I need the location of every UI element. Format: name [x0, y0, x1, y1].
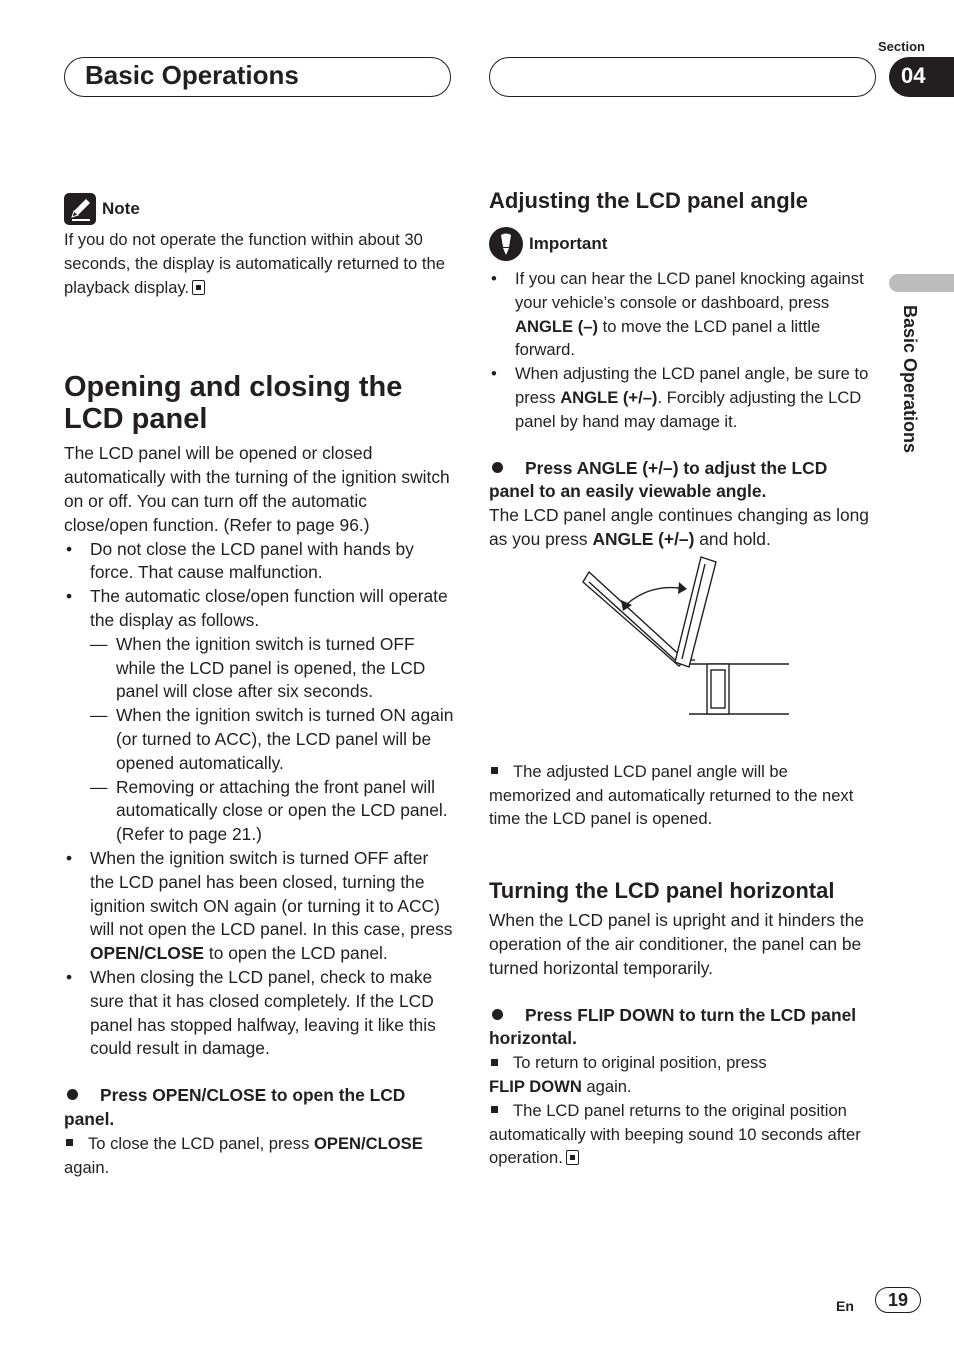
left-column — [64, 193, 454, 1179]
language-label: En — [836, 1298, 854, 1314]
list-item: • If you can hear the LCD panel knocking against your vehicle’s console or dashboard, press ANGLE (–) to move the LCD panel a little forward. — [489, 267, 874, 362]
dash-list — [90, 633, 454, 847]
page-number: 19 — [875, 1287, 921, 1313]
bullet-list — [64, 538, 454, 1062]
list-item: • When closing the LCD panel, check to make sure that it has closed completely. If the LCD panel has stopped halfway, leaving it like this could result in damage. — [64, 966, 454, 1061]
list-item: — When the ignition switch is turned OFF while the LCD panel is opened, the LCD panel will close after six seconds. — [90, 633, 454, 704]
section-label: Section — [878, 39, 925, 54]
important-list — [489, 267, 874, 434]
note-header — [64, 193, 454, 225]
header-blank-frame — [489, 57, 876, 97]
important-header — [489, 227, 874, 261]
step-open-close: Press OPEN/CLOSE to open the LCD panel. — [64, 1085, 406, 1129]
list-item: • When the ignition switch is turned OFF after the LCD panel has been closed, turning the ignition switch ON again (or turning it to ACC) will not open the LCD panel. In this case, press OPEN/CLOSE to open the LCD panel. — [64, 847, 454, 966]
section-heading-opening-closing: Opening and closing the LCD panel — [64, 371, 403, 436]
heading-adjusting-angle: Adjusting the LCD panel angle — [489, 188, 809, 213]
note-label: Note — [102, 199, 140, 219]
note-text: If you do not operate the function within about 30 seconds, the display is automatically returned to the playback display. — [64, 230, 445, 297]
lcd-angle-illustration — [489, 552, 874, 760]
important-icon — [489, 227, 523, 261]
return-note: To return to original position, press FLIP DOWN again. — [489, 1053, 767, 1096]
section-number-badge: 04 — [889, 57, 954, 97]
step-angle: Press ANGLE (+/–) to adjust the LCD panel to an easily viewable angle. — [489, 457, 828, 502]
page-title: Basic Operations — [85, 60, 299, 90]
end-mark-icon — [566, 1150, 579, 1165]
step-bullet-icon — [492, 462, 503, 473]
list-item: — When the ignition switch is turned ON again (or turned to ACC), the LCD panel will be opened automatically. — [90, 704, 454, 775]
pencil-icon — [64, 193, 96, 225]
side-tab-label: Basic Operations — [900, 305, 920, 454]
list-item: • The automatic close/open function will operate the display as follows. — When the ignition switch is turned OFF while the LCD panel is opened, the LCD panel will close after six seconds. — When the ignition switch is turned ON again (or turned to ACC), the LCD panel will be opened automatically. — Removing or attaching the front panel will automatically close or open the LCD panel. (Refer to page 21.) — [64, 585, 454, 847]
step-bullet-icon — [492, 1009, 503, 1020]
side-tab-marker — [889, 274, 954, 292]
important-label: Important — [529, 234, 608, 254]
list-item: • When adjusting the LCD panel angle, be sure to press ANGLE (+/–). Forcibly adjusting the LCD panel by hand may damage it. — [489, 362, 874, 433]
step-bullet-icon — [67, 1089, 78, 1100]
list-item: — Removing or attaching the front panel will automatically close or open the LCD panel. (Refer to page 21.) — [90, 776, 454, 847]
lcd-panel-diagram — [489, 552, 874, 760]
step-angle-body: The LCD panel angle continues changing as long as you press ANGLE (+/–) and hold. — [489, 505, 869, 549]
horizontal-intro: When the LCD panel is upright and it hinders the operation of the air conditioner, the panel can be turned horizontal temporarily. — [489, 910, 865, 978]
step-flip-down: Press FLIP DOWN to turn the LCD panel horizontal. — [489, 1004, 857, 1049]
heading-turning-horizontal: Turning the LCD panel horizontal — [489, 878, 835, 904]
intro-paragraph: The LCD panel will be opened or closed automatically with the turning of the ignition switch on or off. You can turn off the automatic close/open function. (Refer to page 96.) — [64, 443, 450, 535]
square-bullet-icon — [491, 1059, 498, 1066]
end-mark-icon — [192, 280, 205, 295]
square-bullet-icon — [491, 1106, 498, 1113]
square-bullet-icon — [491, 767, 498, 774]
list-item: • Do not close the LCD panel with hands by force. That cause malfunction. — [64, 538, 454, 586]
square-bullet-icon — [66, 1139, 73, 1146]
auto-return-note: The LCD panel returns to the original position automatically with beeping sound 10 seconds after operation. — [489, 1100, 861, 1168]
right-column — [489, 187, 874, 1170]
memo-note: The adjusted LCD panel angle will be memorized and automatically returned to the next time the LCD panel is opened. — [489, 761, 854, 829]
step-note: To close the LCD panel, press OPEN/CLOSE again. — [64, 1133, 423, 1177]
